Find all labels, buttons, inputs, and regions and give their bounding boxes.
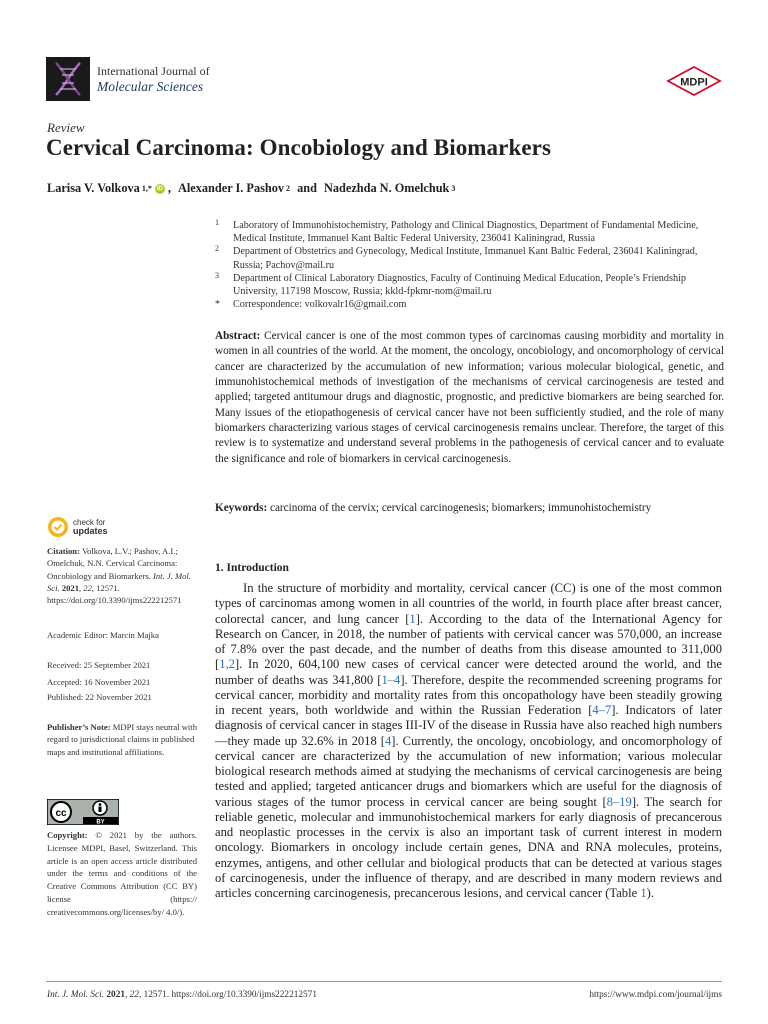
correspondence xyxy=(215,298,725,311)
reference-link[interactable]: 4 xyxy=(385,733,392,748)
affiliation-number: 2 xyxy=(215,244,219,254)
citation-block: Citation: Volkova, L.V.; Pashov, A.I.; Omelchuk, N.N. Cervical Carcinoma: Oncobiology and Biomarkers. Int. J. Mol. Sci. 2021, 22, 12571. https://doi.org/10.3390/ijms222212571 xyxy=(47,546,191,606)
intro-text: In the structure of morbidity and mortality, cervical cancer (CC) is one of the most common types of carcinomas among women in all countries of the world, in fourth place after breast cancer, colorectal cancer, and lung cancer [ xyxy=(215,581,722,626)
journal-logo-icon xyxy=(46,57,90,101)
journal-name-line2: Molecular Sciences xyxy=(97,79,204,94)
author-name[interactable]: Larisa V. Volkova xyxy=(47,181,140,195)
published-date: Published: 22 November 2021 xyxy=(47,692,152,702)
check-updates-line1: check for xyxy=(73,518,106,527)
affiliation-item xyxy=(215,245,725,271)
footer-journal: Int. J. Mol. Sci. xyxy=(47,990,105,1000)
author-affiliation-mark: 2 xyxy=(286,184,291,193)
intro-text: ]. Therefore, despite the recommended screening programs for cervical cancer, morbidity and mortality rates from this oncopathology have been steadily growing in recent years, both worldwide and within the Russian Federation [ xyxy=(215,672,722,717)
check-for-updates-button[interactable] xyxy=(47,516,108,538)
keywords xyxy=(215,501,724,516)
affiliation-item xyxy=(215,219,725,245)
keywords-label: Keywords: xyxy=(215,502,268,514)
introduction-paragraph xyxy=(215,581,722,901)
publisher-note-text: MDPI stays neutral with regard to jurisdictional claims in published maps and institutional affiliations. xyxy=(47,722,197,757)
reference-link[interactable]: 8–19 xyxy=(606,794,632,809)
svg-text:cc: cc xyxy=(55,808,67,819)
author-separator: and xyxy=(297,181,317,195)
affiliation-text: Department of Clinical Laboratory Diagnostics, Faculty of Continuing Medical Education, People’s Friendship University, 117198 Moscow, Russia; kkld-fpkmr-nom@mail.ru xyxy=(233,272,686,298)
affiliation-number: 1 xyxy=(215,218,219,227)
footer-doi[interactable]: , 12571. https://doi.org/10.3390/ijms222212571 xyxy=(138,990,317,1000)
article-title: Cervical Carcinoma: Oncobiology and Biomarkers xyxy=(46,135,552,160)
accepted-date: Accepted: 16 November 2021 xyxy=(47,677,151,687)
copyright-label: Copyright: xyxy=(47,830,88,840)
table-reference-link[interactable]: 1 xyxy=(640,886,647,900)
citation-label: Citation: xyxy=(47,546,80,556)
affiliation-item xyxy=(215,272,725,298)
keywords-text: carcinoma of the cervix; cervical carcinogenesis; biomarkers; immunohistochemistry xyxy=(270,502,652,514)
intro-text: ). xyxy=(646,886,654,900)
affiliation-text: Department of Obstetrics and Gynecology, Medical Institute, Immanuel Kant Baltic Federal, 236041 Kaliningrad, Russia; Pachov@mail.ru xyxy=(233,246,698,271)
check-updates-line2: updates xyxy=(73,526,108,536)
footer-divider xyxy=(46,981,722,982)
reference-link[interactable]: 4–7 xyxy=(592,703,612,717)
intro-text: ]. According to the data of the International Agency for Research on Cancer, in 2018, the number of patients with cervical cancer was 570,000, an increase of 7.8% over the past decade, and the number of deaths from this disease amounted to 311,000 [ xyxy=(215,611,722,672)
orcid-icon[interactable]: iD xyxy=(156,185,163,192)
intro-text: ]. Currently, the oncology, oncobiology, and oncomorphology of cervical cancer are characterized by the accumulation of new information; various molecular biological research methods aimed at studying the mechanisms of cervical carcinogenesis are being tested and applied; targeted anticancer drugs and biomarkers which are useful for the diagnosis of various stages of the tumor process in cervical cancer are being sought [ xyxy=(215,733,722,809)
citation-volume: 22 xyxy=(83,582,92,593)
mdpi-logo-icon[interactable] xyxy=(666,66,722,96)
reference-link[interactable]: 1,2 xyxy=(219,657,235,672)
copyright-text: © 2021 by the authors. Licensee MDPI, Basel, Switzerland. This article is an open access article distributed under the terms and conditions of the Creative Commons Attribution (CC BY) license (https:// creativecommons.org/licenses/by/ 4.0/). xyxy=(47,830,197,917)
author-list xyxy=(47,181,455,196)
footer-year: 2021 xyxy=(106,990,125,1000)
citation-text: Volkova, L.V.; Pashov, A.I.; Omelchuk, N.N. Cervical Carcinoma: Oncobiology and Biomarkers. xyxy=(47,546,178,581)
footer-volume: 22 xyxy=(129,990,139,1000)
author-name[interactable]: Nadezhda N. Omelchuk xyxy=(324,181,450,195)
cc-by-license-icon[interactable] xyxy=(47,799,119,825)
abstract-text: Cervical cancer is one of the most common types of carcinomas causing morbidity and mortality in women in all countries of the world. At the moment, the oncology, oncobiology, and oncomorphology of cervical cancer are characterized by the accumulation of new information; various molecular biological, genetic, and immunohistochemical methods of investigation of the mechanisms of cervical carcinogenesis are tested and applied; targeted antitumour drugs and diagnostic, prognostic, and predictive biomarkers are being searched for. Many issues of the etiopathogenesis of cervical cancer have not been sufficiently studied, and the role of many biomarkers characterizing various stages of cervical carcinogenesis remains unclear. Therefore, the target of this review is to systematize and understand several problems in the pathogenesis of cervical cancer and to evaluate the significance and role of biomarkers in cervical carcinogenesis. xyxy=(215,330,724,465)
section-heading-introduction: 1. Introduction xyxy=(215,562,289,574)
affiliation-text: Laboratory of Immunohistochemistry, Pathology and Clinical Diagnostics, Department of Fundamental Medicine, Medical Institute, Immanuel Kant Baltic Federal University, 236041 Kaliningrad, Russia xyxy=(233,220,699,245)
intro-text: ]. In 2020, 604,100 new cases of cervical cancer were detected around the world, and the number of deaths was 341,800 [ xyxy=(215,657,722,687)
article-type: Review xyxy=(47,120,85,135)
author-separator: , xyxy=(167,181,171,195)
publisher-note xyxy=(47,721,197,758)
abstract-label: Abstract: xyxy=(215,330,261,342)
correspondence-text[interactable]: Correspondence: volkovalr16@gmail.com xyxy=(233,299,407,311)
check-updates-icon xyxy=(47,516,69,538)
abstract xyxy=(215,329,724,467)
footer-journal-url[interactable]: https://www.mdpi.com/journal/ijms xyxy=(589,990,722,1000)
citation-journal: Int. J. Mol. Sci. xyxy=(47,570,191,593)
citation-doi[interactable]: , 12571. https://doi.org/10.3390/ijms222212571 xyxy=(47,582,182,606)
reference-link[interactable]: 1–4 xyxy=(381,672,401,687)
author-name[interactable]: Alexander I. Pashov xyxy=(178,181,285,195)
author-affiliation-mark: 3 xyxy=(451,184,456,193)
reference-link[interactable]: 1 xyxy=(409,611,416,626)
cc-badge-text: BY xyxy=(96,819,105,825)
author-affiliation-mark: 1,* xyxy=(141,184,152,193)
citation-year: 2021 xyxy=(61,582,79,593)
received-date: Received: 25 September 2021 xyxy=(47,660,151,670)
footer-citation: Int. J. Mol. Sci. 2021, 22, 12571. https://doi.org/10.3390/ijms222212571 xyxy=(47,990,317,1000)
journal-name-line1: International Journal of xyxy=(97,64,210,78)
intro-text: ]. Indicators of later diagnosis of cervical cancer in stages III-IV of the disease in Russia have also reached high numbers—they made up 32.6% in 2018 [ xyxy=(215,703,722,748)
affiliation-number: 3 xyxy=(215,270,219,280)
copyright-notice xyxy=(47,829,197,919)
mdpi-logo-text: MDPI xyxy=(680,76,708,89)
correspondence-mark: * xyxy=(215,299,220,311)
academic-editor: Academic Editor: Marcin Majka xyxy=(47,630,159,640)
journal-name xyxy=(97,63,210,95)
publisher-note-label: Publisher’s Note: xyxy=(47,722,111,732)
affiliations xyxy=(215,219,725,311)
intro-text: ]. The search for reliable genetic, molecular and immunohistochemical markers for early diagnosis of precancerous and neoplastic processes in the cervix is also an important task of current interest in modern oncology. Biomarkers in oncology include certain genes, DNA and RNA molecules, proteins, enzymes, antigens, and other cellular and biological products that can be detected at various stages of carcinogenesis, under the influence of therapy, and are described in many modern reviews and articles concerning carcinogenesis, precancerous lesions, and cervical cancer (Table xyxy=(215,794,722,900)
